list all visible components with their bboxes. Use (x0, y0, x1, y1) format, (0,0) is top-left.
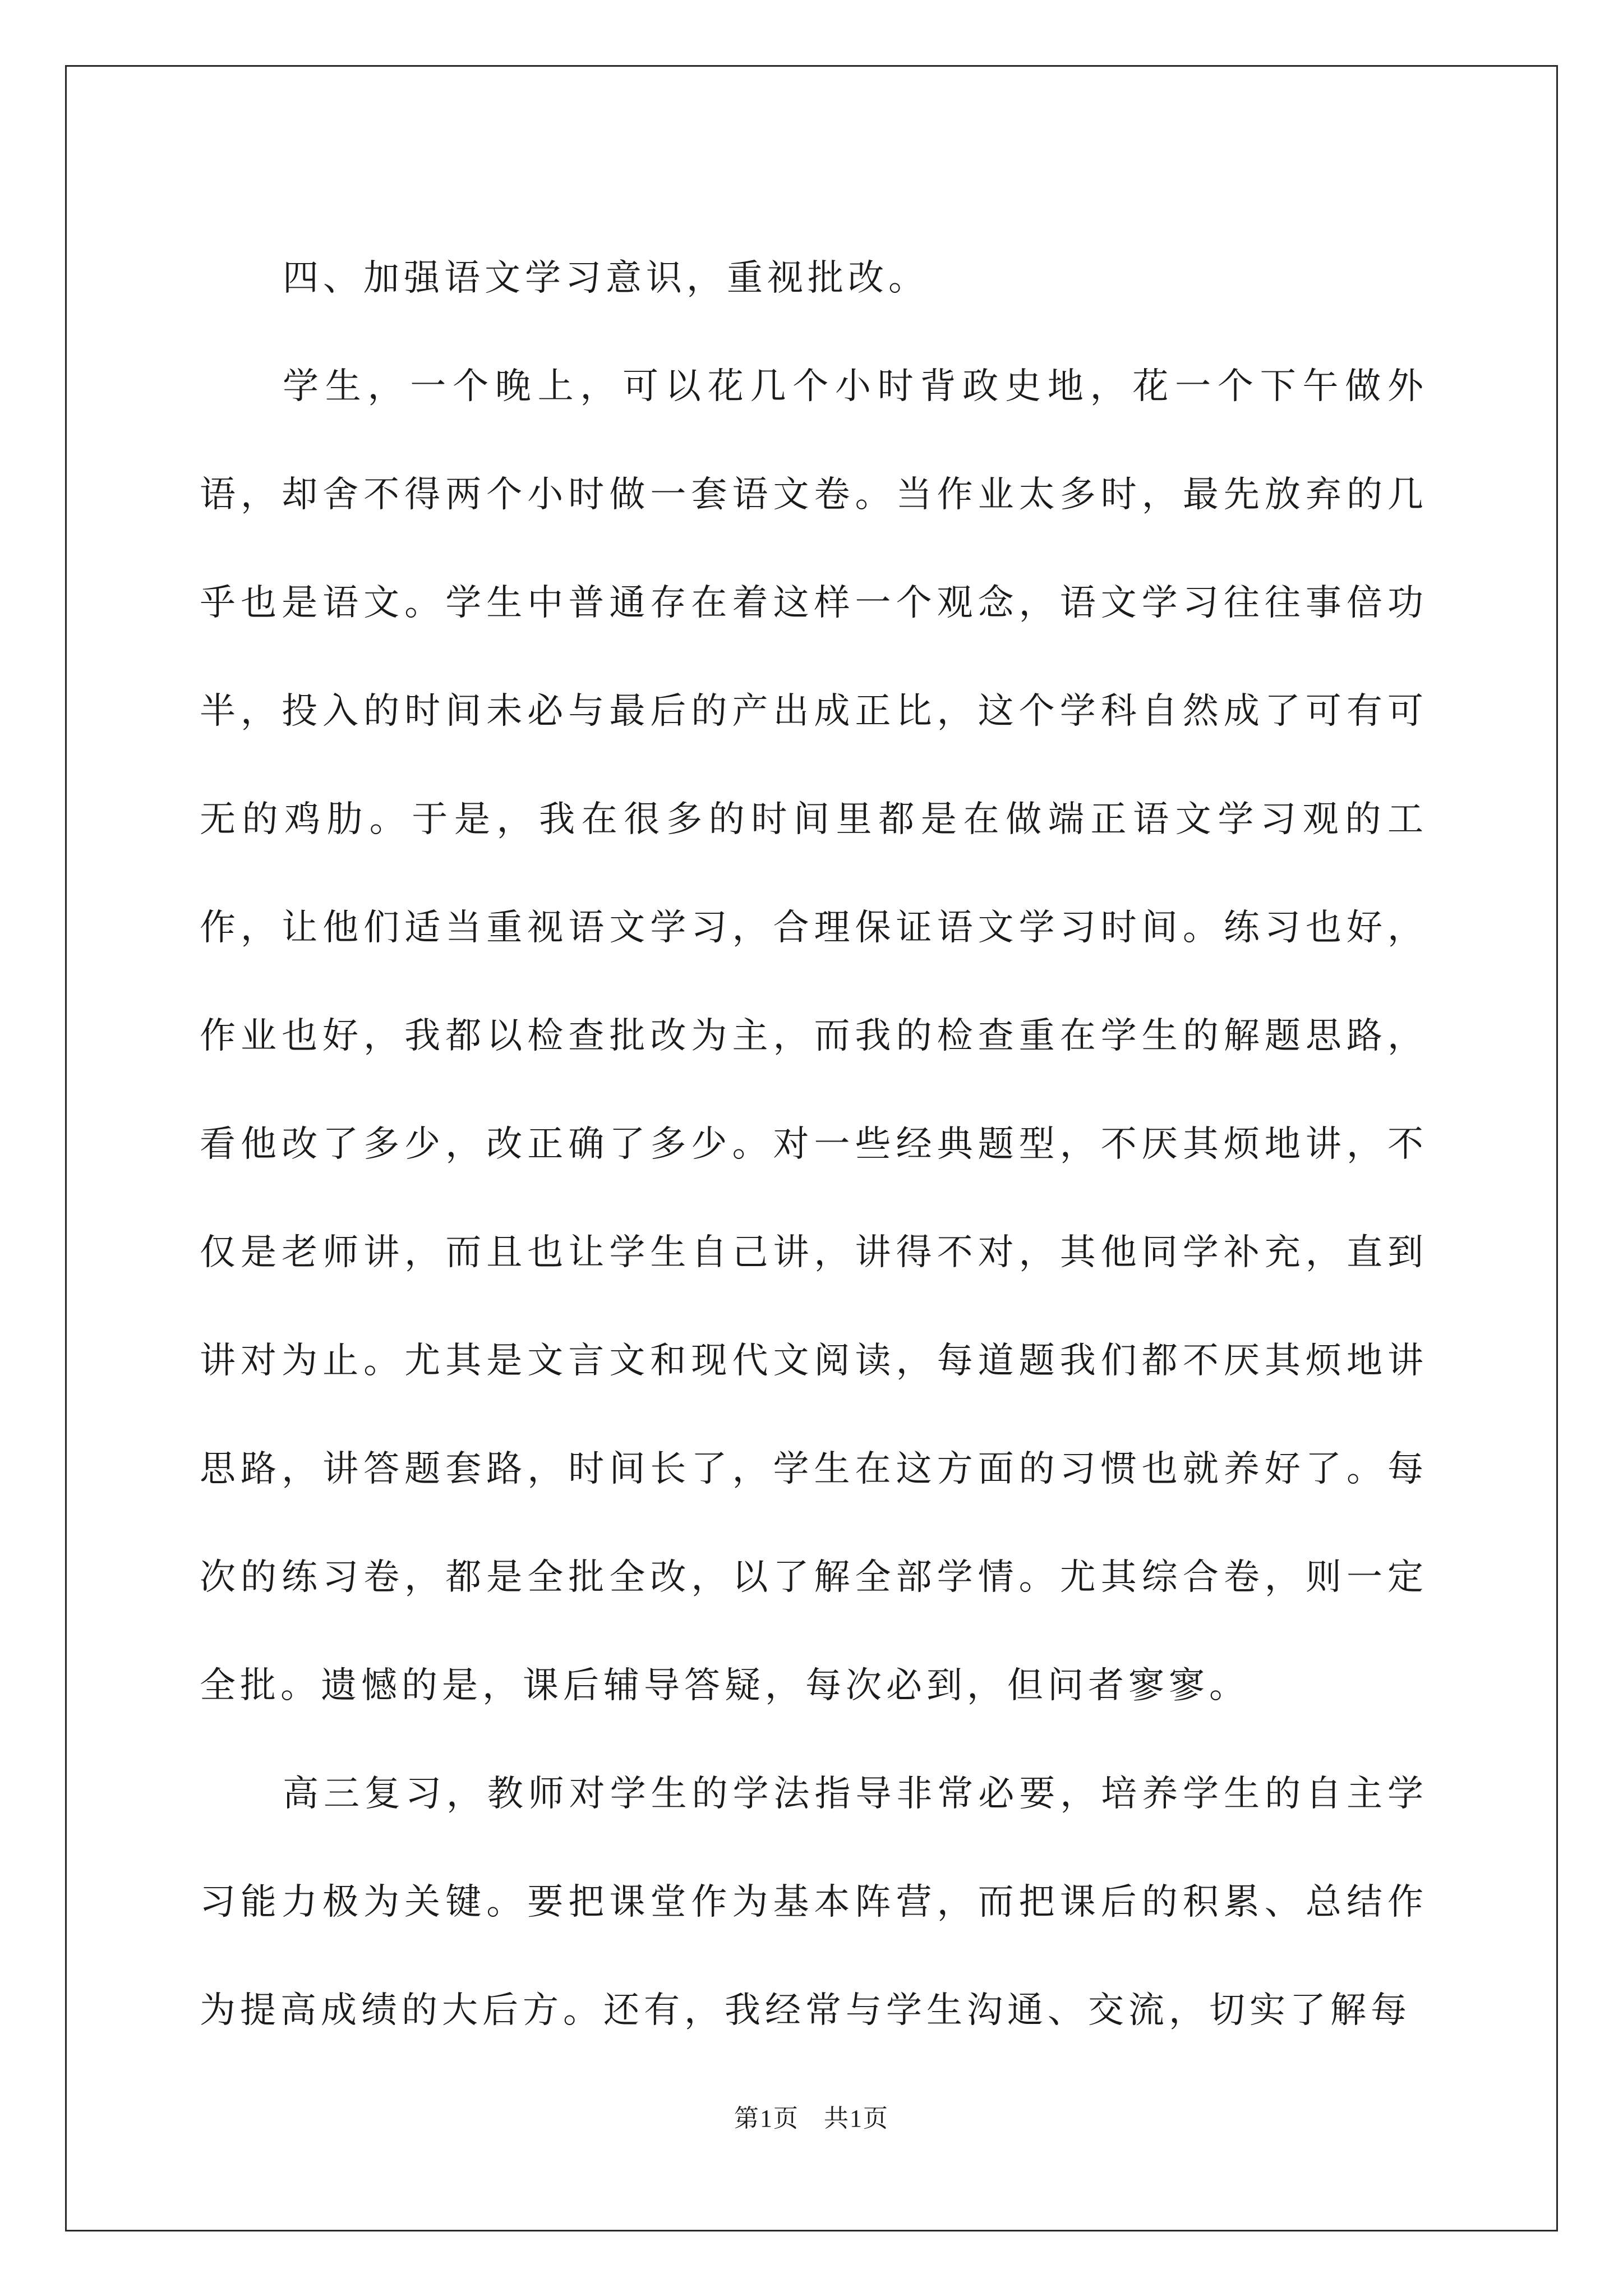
paragraph-heading: 四、加强语文学习意识，重视批改。 (283, 257, 929, 299)
document-body (200, 224, 1428, 2065)
paragraph: 高三复习，教师对学生的学法指导非常必要，培养学生的自主学习能力极为关键。要把课堂作为基本阵营，而把课后的积累、总结作为提高成绩的大后方。还有，我经常与学生沟通、交流，切实了解每 (200, 1773, 1428, 2031)
page-number: 第1页 (734, 2105, 799, 2132)
page-total: 共1页 (824, 2105, 889, 2132)
paragraph: 学生，一个晚上，可以花几个小时背政史地，花一个下午做外语，却舍不得两个小时做一套语文卷。当作业太多时，最先放弃的几乎也是语文。学生中普通存在着这样一个观念，语文学习往往事倍功半，投入的时间未必与最后的产出成正比，这个学科自然成了可有可无的鸡肋。于是，我在很多的时间里都是在做端正语文学习观的工作，让他们适当重视语文学习，合理保证语文学习时间。练习也好，作业也好，我都以检查批改为主，而我的检查重在学生的解题思路，看他改了多少，改正确了多少。对一些经典题型，不厌其烦地讲，不仅是老师讲，而且也让学生自己讲，讲得不对，其他同学补充，直到讲对为止。尤其是文言文和现代文阅读，每道题我们都不厌其烦地讲思路，讲答题套路，时间长了，学生在这方面的习惯也就养好了。每次的练习卷，都是全批全改，以了解全部学情。尤其综合卷，则一定全批。遗憾的是，课后辅导答疑，每次必到，但问者寥寥。 (200, 366, 1428, 1706)
page-footer (0, 2098, 1623, 2134)
